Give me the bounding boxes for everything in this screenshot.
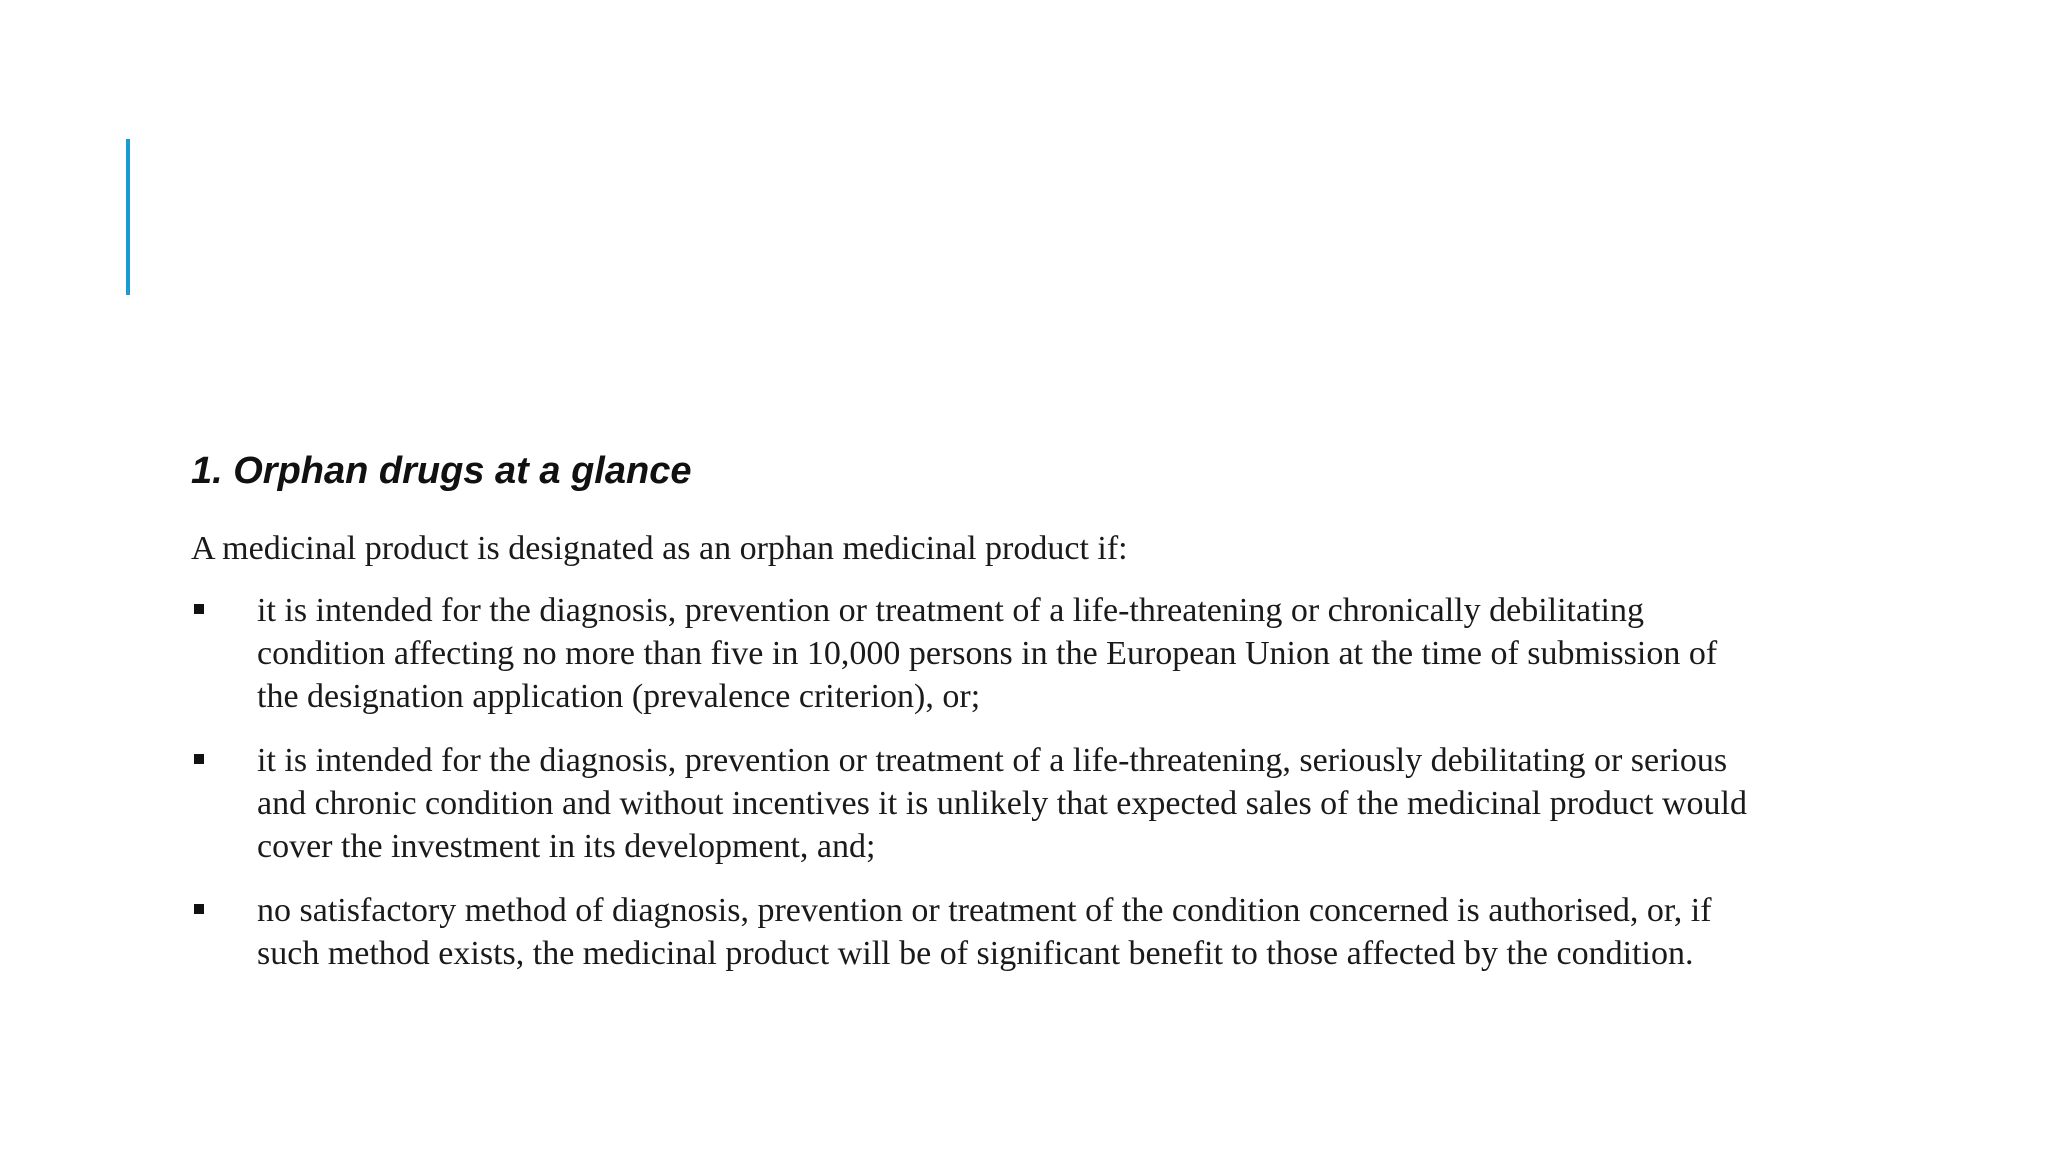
list-item xyxy=(191,739,1751,868)
list-item xyxy=(191,589,1751,718)
square-bullet-icon xyxy=(194,604,204,614)
list-item xyxy=(191,889,1751,975)
list-item-text: it is intended for the diagnosis, prevention or treatment of a life-threatening, seriously debilitating or serious and chronic condition and without incentives it is unlikely that expected sales of the medicinal product would cover the investment in its development, and; xyxy=(257,742,1747,865)
list-item-text: no satisfactory method of diagnosis, prevention or treatment of the condition concerned is authorised, or, if such method exists, the medicinal product will be of significant benefit to those affected by the condition. xyxy=(257,892,1712,972)
criteria-list xyxy=(191,589,1751,975)
square-bullet-icon xyxy=(194,754,204,764)
accent-bar xyxy=(126,139,130,295)
square-bullet-icon xyxy=(194,904,204,914)
intro-text: A medicinal product is designated as an orphan medicinal product if: xyxy=(191,530,1128,567)
slide-content xyxy=(191,445,1751,996)
list-item-text: it is intended for the diagnosis, prevention or treatment of a life-threatening or chronically debilitating condition affecting no more than five in 10,000 persons in the European Union at the time of submission of the designation application (prevalence criterion), or; xyxy=(257,592,1718,715)
section-heading: 1. Orphan drugs at a glance xyxy=(191,450,692,492)
